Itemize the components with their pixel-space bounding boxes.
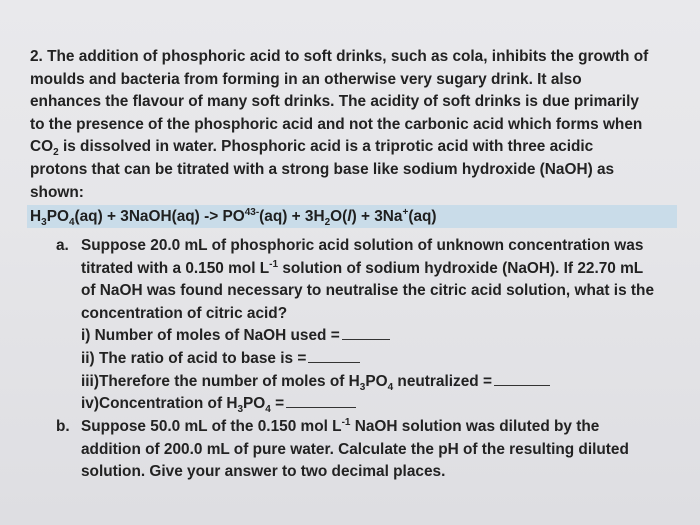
step-i: i) Number of moles of NaOH used = [81,325,681,348]
paragraph-line: enhances the flavour of many soft drinks. The acidity of soft drinks is due primarily [30,93,639,111]
answer-blank-ii[interactable] [308,348,360,363]
paragraph-line: 2. The addition of phosphoric acid to soft drinks, such as cola, inhibits the growth of [30,48,649,65]
part-a-marker: a. [56,237,69,254]
question-number: 2. [30,48,43,65]
answer-blank-i[interactable] [342,325,390,340]
paragraph-line: $CO_2$ is dissolved in water. Phosphoric acid is a triprotic acid with three acidic [30,138,594,159]
part-b-body: Suppose 50.0 mL of the 0.150 mol $L^{-1}$ NaOH solution was diluted by the addition of 200.0 mL of pure water. Calculate the pH of the resulting diluted solution. Give your answer to two decimal places. [81,416,629,481]
part-b-marker: b. [56,418,70,435]
step-ii: ii) The ratio of acid to base is = [81,348,681,371]
step-iv: iv)Concentration of $H_3PO_4$ = [81,393,681,416]
answer-blank-iv[interactable] [286,393,356,408]
answer-blank-iii[interactable] [494,371,550,386]
paragraph-line: protons that can be titrated with a strong base like sodium hydroxide (NaOH) as [30,160,615,178]
paragraph-line: shown: [30,183,84,201]
part-a-body: Suppose 20.0 mL of phosphoric acid solution of unknown concentration was titrated with a 0.150 mol $L^{-1}$ solution of sodium hydroxide (NaOH). If 22.70 mL of NaOH was found necessary to neutralise the citric acid solution, what is the concentration of citric acid? i) Number of moles of NaOH used = ii) The ratio of acid to base is = iii)Therefore the number of moles of $H_3PO_4$ neutralized = iv)Concentration of $H_3PO_4$ = [81,235,681,416]
question-paragraph [30,46,678,204]
step-iii: iii)Therefore the number of moles of $H_3PO_4$ neutralized = [81,371,681,394]
chemical-equation: $H_3PO_4(aq)$ + 3NaOH(aq) -> $PO^{43-}(aq) + 3H_2O(l) + 3Na^+(aq)$ [30,206,437,229]
paragraph-line: moulds and bacteria from forming in an otherwise very sugary drink. It also [30,70,582,88]
paragraph-line: to the presence of the phosphoric acid and not the carbonic acid which forms when [30,115,643,133]
